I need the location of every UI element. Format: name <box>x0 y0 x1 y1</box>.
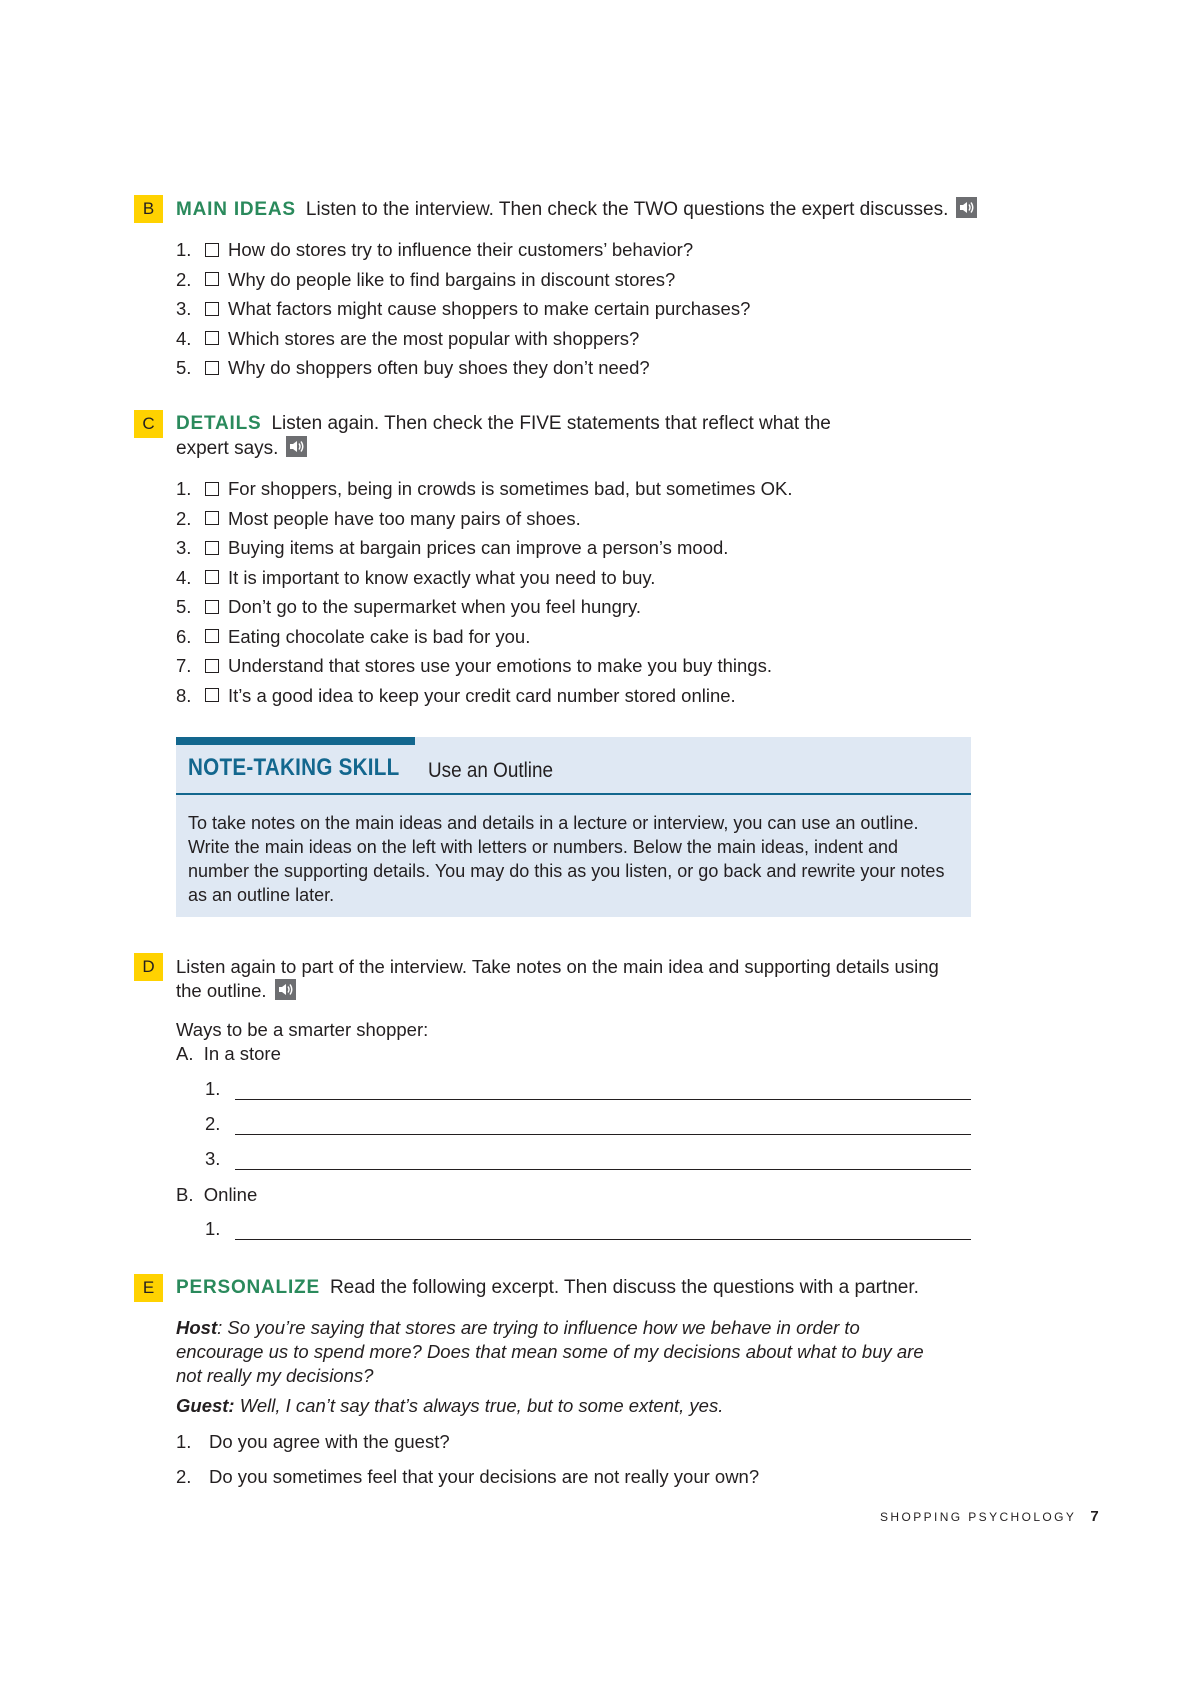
outline-a-label: A. In a store <box>176 1043 281 1064</box>
item-number: 1. <box>205 1078 221 1099</box>
page-footer <box>880 1508 1099 1525</box>
item-text: Why do shoppers often buy shoes they don’t need? <box>228 357 650 378</box>
section-c-keyword: DETAILS <box>176 413 262 434</box>
item-text: Which stores are the most popular with shoppers? <box>228 327 640 349</box>
checkbox[interactable] <box>205 511 219 525</box>
item-text: It’s a good idea to keep your credit card number stored online. <box>228 684 736 706</box>
section-d-badge: D <box>134 953 163 981</box>
section-e-keyword: PERSONALIZE <box>176 1277 320 1298</box>
item-number: 5. <box>176 357 192 378</box>
section-e-header <box>176 1276 919 1300</box>
section-c-header <box>176 412 831 461</box>
checkbox[interactable] <box>205 629 219 643</box>
item-text: Buying items at bargain prices can improve a person’s mood. <box>228 537 729 558</box>
section-d-header <box>176 955 939 1003</box>
item-number: 6. <box>176 625 192 647</box>
item-text: Understand that stores use your emotions to make you buy things. <box>228 655 772 676</box>
item-number: 8. <box>176 684 192 706</box>
outline-a-item <box>205 1105 971 1135</box>
list-item <box>176 294 750 324</box>
item-text: Do you sometimes feel that your decisions are not really your own? <box>209 1465 760 1487</box>
item-text: Do you agree with the guest? <box>209 1430 450 1452</box>
answer-line[interactable] <box>235 1151 971 1170</box>
outline-b-label: B. Online <box>176 1184 258 1205</box>
item-number: 4. <box>176 327 192 349</box>
answer-line[interactable] <box>235 1081 971 1100</box>
section-b-list <box>176 235 750 383</box>
list-item <box>176 265 750 295</box>
answer-line[interactable] <box>235 1221 971 1240</box>
outline-a-item <box>205 1070 971 1100</box>
checkbox[interactable] <box>205 302 219 316</box>
item-number: 1. <box>176 239 192 260</box>
list-item <box>176 651 793 681</box>
outline-b-item <box>205 1210 971 1240</box>
list-item <box>176 353 750 383</box>
item-text: What factors might cause shoppers to make certain purchases? <box>228 298 751 319</box>
note-taking-subtitle: Use an Outline <box>428 759 554 782</box>
list-item <box>176 1424 759 1459</box>
section-e-questions <box>176 1424 759 1494</box>
checkbox[interactable] <box>205 272 219 286</box>
list-item <box>176 681 793 711</box>
item-number: 1. <box>205 1218 221 1239</box>
list-item <box>176 235 750 265</box>
list-item <box>176 592 793 622</box>
item-number: 3. <box>176 537 192 558</box>
checkbox[interactable] <box>205 600 219 614</box>
item-number: 1. <box>176 478 192 499</box>
section-d-instruction-line1: Listen again to part of the interview. Take notes on the main idea and supporting details using <box>176 956 939 977</box>
section-e-instruction: Read the following excerpt. Then discuss the questions with a partner. <box>329 1277 919 1298</box>
item-number: 7. <box>176 655 192 676</box>
item-text: For shoppers, being in crowds is sometimes bad, but sometimes OK. <box>228 478 793 499</box>
note-taking-body: To take notes on the main ideas and details in a lecture or interview, you can use an outline. Write the main ideas on the left with letters or numbers. Below the main ideas, indent and number the supporting details. You may do this as you listen, or go back and rewrite your notes as an outline later. <box>188 813 945 905</box>
checkbox[interactable] <box>205 361 219 375</box>
section-d-instruction-line2: the outline. <box>176 980 267 1001</box>
list-item <box>176 504 793 534</box>
outline-a-item <box>205 1140 971 1170</box>
item-text: How do stores try to influence their customers’ behavior? <box>228 239 694 260</box>
section-c-list <box>176 474 793 710</box>
list-item <box>176 1459 759 1494</box>
answer-line[interactable] <box>235 1116 971 1135</box>
section-c-badge: C <box>134 410 163 438</box>
section-b-badge: B <box>134 195 163 223</box>
item-number: 2. <box>176 268 192 290</box>
section-c-instruction-line1: Listen again. Then check the FIVE statements that reflect what the <box>271 413 831 434</box>
checkbox[interactable] <box>205 482 219 496</box>
item-number: 2. <box>176 507 192 529</box>
list-item <box>176 533 793 563</box>
item-number: 3. <box>176 298 192 319</box>
item-number: 1. <box>176 1430 192 1452</box>
item-number: 5. <box>176 596 192 617</box>
checkbox[interactable] <box>205 570 219 584</box>
item-text: It is important to know exactly what you need to buy. <box>228 566 656 588</box>
checkbox[interactable] <box>205 331 219 345</box>
section-c-instruction-line2: expert says. <box>176 438 279 459</box>
section-e-badge: E <box>134 1274 163 1302</box>
list-item <box>176 563 793 593</box>
section-b-header <box>176 197 977 222</box>
audio-speaker-icon[interactable] <box>275 979 296 1000</box>
item-number: 3. <box>205 1148 221 1169</box>
guest-text: Well, I can’t say that’s always true, but to some extent, yes. <box>234 1395 724 1416</box>
section-b-instruction: Listen to the interview. Then check the TWO questions the expert discusses. <box>305 199 949 220</box>
list-item <box>176 324 750 354</box>
running-head: SHOPPING PSYCHOLOGY <box>880 1510 1077 1524</box>
page-number: 7 <box>1090 1508 1099 1525</box>
item-number: 2. <box>205 1113 221 1134</box>
note-taking-title: NOTE-TAKING SKILL <box>188 754 400 781</box>
item-text: Don’t go to the supermarket when you feel hungry. <box>228 596 642 617</box>
checkbox[interactable] <box>205 243 219 257</box>
outline-title: Ways to be a smarter shopper: <box>176 1019 429 1040</box>
section-b-keyword: MAIN IDEAS <box>176 199 296 220</box>
item-text: Eating chocolate cake is bad for you. <box>228 625 531 647</box>
host-label: Host <box>176 1317 218 1338</box>
list-item <box>176 474 793 504</box>
item-number: 2. <box>176 1465 192 1487</box>
item-text: Why do people like to find bargains in discount stores? <box>228 268 676 290</box>
audio-speaker-icon[interactable] <box>286 436 307 457</box>
checkbox[interactable] <box>205 659 219 673</box>
checkbox[interactable] <box>205 688 219 702</box>
host-quote <box>176 1316 946 1388</box>
guest-label: Guest: <box>176 1395 235 1416</box>
list-item <box>176 622 793 652</box>
item-number: 4. <box>176 566 192 588</box>
host-text: : So you’re saying that stores are trying to influence how we behave in order to encourage us to spend more? Does that mean some of my decisions about what to buy are not really my decisions? <box>176 1317 924 1386</box>
checkbox[interactable] <box>205 541 219 555</box>
note-accent-bar <box>176 737 415 745</box>
item-text: Most people have too many pairs of shoes. <box>228 507 581 529</box>
note-divider <box>176 793 971 795</box>
audio-speaker-icon[interactable] <box>956 197 977 218</box>
guest-quote <box>176 1394 946 1418</box>
